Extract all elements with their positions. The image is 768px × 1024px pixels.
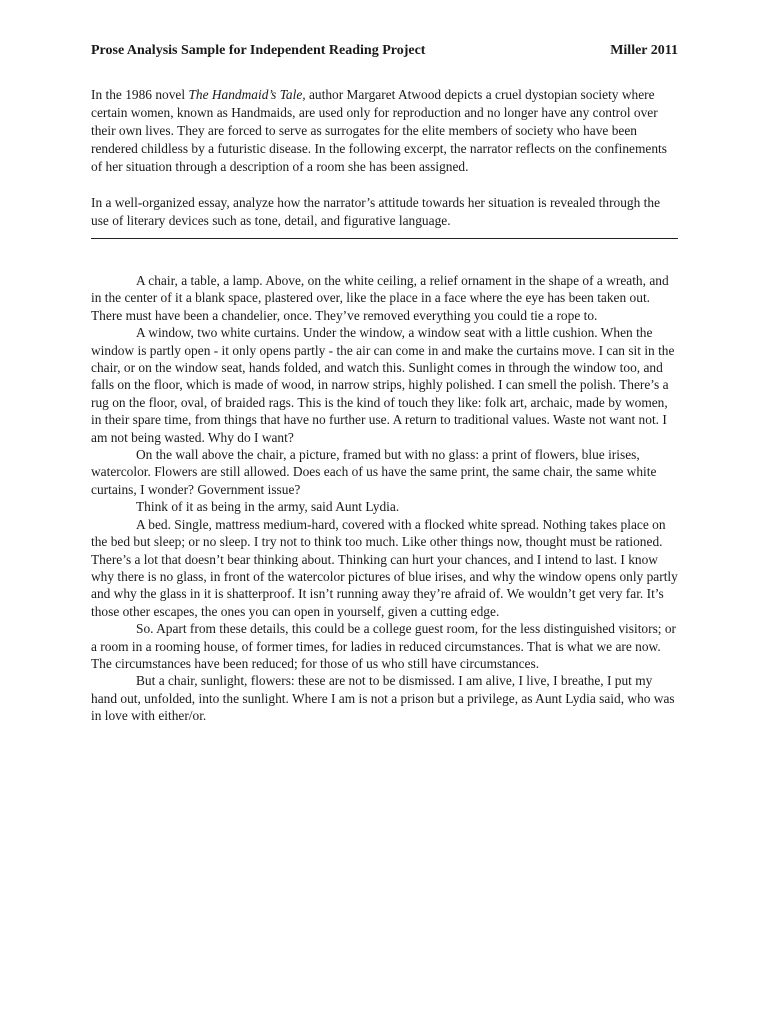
excerpt-paragraph: A chair, a table, a lamp. Above, on the white ceiling, a relief ornament in the shape of a wreath, and in the center of it a blank space, plastered over, like the place in a face where the eye has been taken out. There must have been a chandelier, once. They’ve removed everything you could tie a rope to.	[91, 273, 669, 323]
excerpt-paragraph: A bed. Single, mattress medium-hard, covered with a flocked white spread. Nothing takes place on the bed but sleep; or no sleep. I try not to think too much. Like other things now, thought must be rationed. There’s a lot that doesn’t bear thinking about. Thinking can hurt your chances, and I intend to last. I know why there is no glass, in front of the watercolor pictures of blue irises, and why the window opens only partly and why the glass in it is shatterproof. It isn’t running away they’re afraid of. We wouldn’t get very far. It’s those other escapes, the ones you can open in yourself, given a cutting edge.	[91, 516, 678, 619]
document-page	[91, 42, 678, 725]
excerpt-paragraph: Think of it as being in the army, said Aunt Lydia.	[136, 499, 400, 515]
document-title: Prose Analysis Sample for Independent Reading Project	[91, 43, 426, 58]
intro-text-after: author Margaret Atwood depicts a cruel dystopian society where certain women, known as Handmaids, are used only for reproduction and no longer have any control over their own lives. They are forced to serve as surrogates for the elite members of society who have been rendered childless by a futuristic disease. In the following excerpt, the narrator reflects on the confinements of her situation through a description of a room she has been assigned.	[91, 87, 667, 174]
intro-paragraph-1	[91, 86, 678, 176]
intro-paragraph-2: In a well-organized essay, analyze how the narrator’s attitude towards her situation is revealed through the use of literary devices such as tone, detail, and figurative language.	[91, 195, 661, 228]
author-date: Miller 2011	[610, 43, 678, 58]
document-header	[91, 42, 678, 60]
excerpt-passage	[91, 272, 678, 725]
book-title: The Handmaid’s Tale,	[188, 87, 306, 102]
excerpt-paragraph: But a chair, sunlight, flowers: these are not to be dismissed. I am alive, I live, I breathe, I put my hand out, unfolded, into the sunlight. Where I am is not a prison but a privilege, as Aunt Lydia said, who was in love with either/or.	[91, 673, 675, 724]
divider-line	[91, 238, 678, 239]
excerpt-paragraph: So. Apart from these details, this could be a college guest room, for the less distinguished visitors; or a room in a rooming house, of former times, for ladies in reduced circumstances. That is what we are now. The circumstances have been reduced; for those of us who still have circumstances.	[91, 621, 676, 671]
intro-text-before: In the 1986 novel	[91, 87, 189, 102]
prompt-intro	[91, 86, 678, 230]
excerpt-paragraph: On the wall above the chair, a picture, framed but with no glass: a print of flowers, blue irises, watercolor. Flowers are still allowed. Does each of us have the same print, the same chair, the same white curtains, I wonder? Government issue?	[91, 447, 657, 497]
excerpt-paragraph: A window, two white curtains. Under the window, a window seat with a little cushion. When the window is partly open - it only opens partly - the air can come in and make the curtains move. I can sit in the chair, or on the window seat, hands folded, and watch this. Sunlight comes in through the window too, and falls on the floor, which is made of wood, in narrow strips, highly polished. I can smell the polish. There’s a rug on the floor, oval, of braided rags. This is the kind of touch they like: folk art, archaic, made by women, in their spare time, from things that have no further use. A return to traditional values. Waste not want not. I am not being wasted. Why do I want?	[91, 325, 675, 445]
